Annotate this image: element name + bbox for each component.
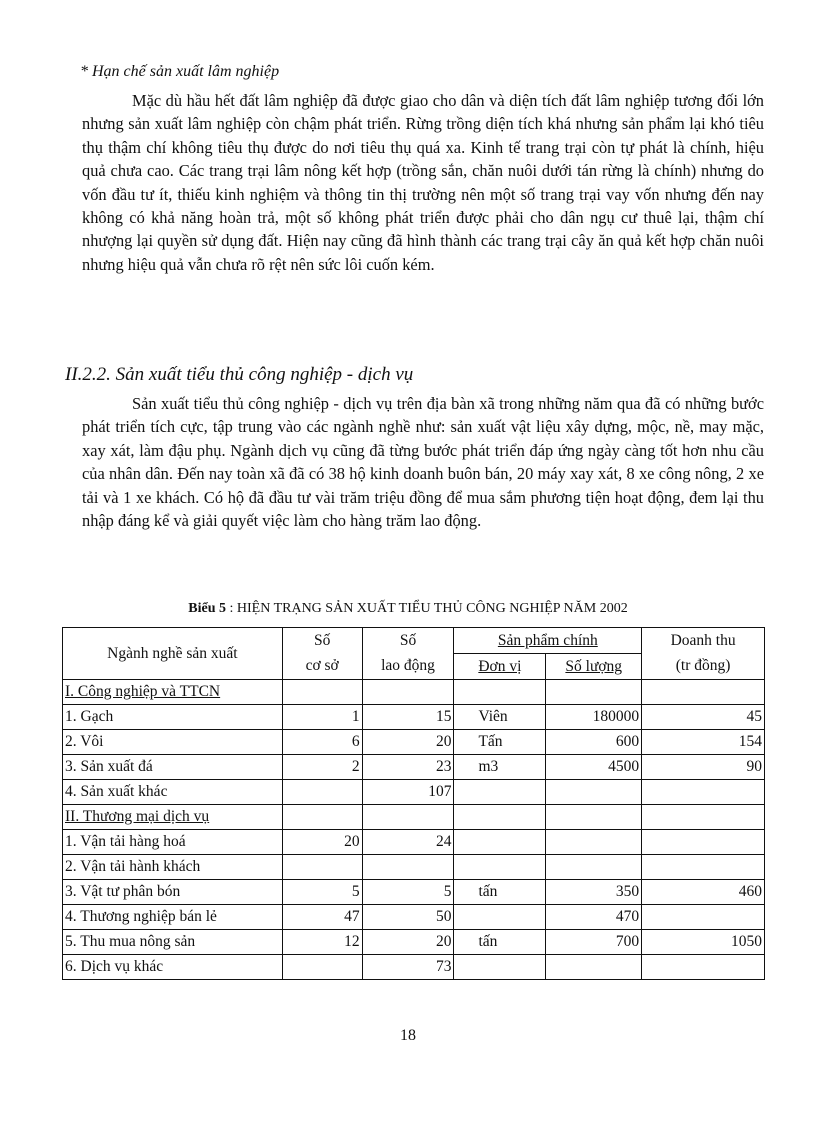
table-row [63,705,765,730]
cell-unit [454,780,546,805]
cell-workers [362,680,454,705]
cell-unit [454,805,546,830]
row-name: 2. Vôi [63,730,283,755]
cell-revenue: 460 [642,880,765,905]
row-name: 3. Sản xuất đá [63,755,283,780]
paragraph-forestry-text: Mặc dù hầu hết đất lâm nghiệp đã được giao cho dân và diện tích đất lâm nghiệp tương đối lớn nhưng sản xuất lâm nghiệp còn chậm phát triển. Rừng trồng diện tích khá nhưng sản phẩm lại khó tiêu thụ thậm chí không tiêu thụ được do nơi tiêu thụ quá xa. Kinh tế trang trại còn tự phát là chính, hiệu quả chưa cao. Các trang trại lâm nông kết hợp (trồng sắn, chăn nuôi dưới tán rừng là chính) nhưng do vốn đầu tư ít, thiếu kinh nghiệm và thông tin thị trường nên một số trang trại vay vốn nhưng đến nay không có khả năng hoàn trả, một số không phát triển được phải cho dân ngụ cư thuê lại, thậm chí nhượng lại quyền sử dụng đất. Hiện nay cũng đã hình thành các trang trại cây ăn quả kết hợp chăn nuôi nhưng hiệu quả vẫn chưa rõ rệt nên sức lôi cuốn kém. [82,91,764,274]
cell-facilities: 1 [282,705,362,730]
table-caption-title: : HIỆN TRẠNG SẢN XUẤT TIỂU THỦ CÔNG NGHIỆP NĂM 2002 [226,601,628,616]
cell-workers: 15 [362,705,454,730]
cell-facilities [282,780,362,805]
cell-facilities: 2 [282,755,362,780]
cell-quantity [546,680,642,705]
cell-unit: Tấn [454,730,546,755]
cell-revenue: 1050 [642,930,765,955]
cell-quantity: 180000 [546,705,642,730]
cell-unit [454,955,546,980]
cell-facilities [282,680,362,705]
row-name: 4. Thương nghiệp bán lẻ [63,905,283,930]
cell-workers: 73 [362,955,454,980]
row-name: I. Công nghiệp và TTCN [63,680,283,705]
header-main-product: Sản phẩm chính [454,628,642,654]
cell-workers: 20 [362,730,454,755]
cell-facilities [282,955,362,980]
cell-quantity [546,780,642,805]
cell-quantity: 4500 [546,755,642,780]
header-sector: Ngành nghề sản xuất [63,628,283,680]
cell-unit [454,830,546,855]
header-unit: Đơn vị [454,654,546,680]
row-name: 1. Gạch [63,705,283,730]
cell-quantity [546,955,642,980]
cell-quantity: 600 [546,730,642,755]
cell-workers [362,855,454,880]
cell-unit: tấn [454,880,546,905]
cell-quantity: 350 [546,880,642,905]
table-row [63,730,765,755]
table-header [63,628,765,680]
table-row [63,755,765,780]
cell-quantity: 700 [546,930,642,955]
paragraph-forestry [82,89,764,276]
table-row [63,805,765,830]
cell-unit [454,680,546,705]
table-row [63,830,765,855]
cell-revenue [642,830,765,855]
cell-revenue [642,680,765,705]
table-row [63,955,765,980]
cell-quantity: 470 [546,905,642,930]
header-facilities-top: Số [282,628,362,654]
table-row [63,680,765,705]
cell-revenue [642,905,765,930]
page-number: 18 [400,1027,416,1044]
cell-unit: m3 [454,755,546,780]
table-body [63,680,765,980]
cell-facilities: 12 [282,930,362,955]
table-row [63,880,765,905]
header-workers-bottom: lao động [362,654,454,680]
header-revenue-bottom: (tr đồng) [642,654,765,680]
table-row [63,930,765,955]
cell-facilities: 47 [282,905,362,930]
cell-revenue [642,855,765,880]
row-name: 6. Dịch vụ khác [63,955,283,980]
row-name: 5. Thu mua nông sản [63,930,283,955]
paragraph-handicraft [82,392,764,532]
row-name: 3. Vật tư phân bón [63,880,283,905]
cell-unit [454,855,546,880]
header-quantity: Số lượng [546,654,642,680]
table-caption-label: Biểu 5 [188,601,226,616]
cell-workers: 107 [362,780,454,805]
cell-workers: 50 [362,905,454,930]
row-name: 2. Vận tải hành khách [63,855,283,880]
table-row [63,855,765,880]
cell-revenue [642,955,765,980]
cell-workers: 24 [362,830,454,855]
cell-facilities [282,805,362,830]
cell-facilities: 5 [282,880,362,905]
cell-unit: Viên [454,705,546,730]
production-table [62,627,765,980]
cell-facilities: 20 [282,830,362,855]
cell-quantity [546,855,642,880]
cell-facilities: 6 [282,730,362,755]
cell-unit [454,905,546,930]
header-workers-top: Số [362,628,454,654]
cell-revenue: 154 [642,730,765,755]
row-name: 4. Sản xuất khác [63,780,283,805]
cell-unit: tấn [454,930,546,955]
section-heading: II.2.2. Sản xuất tiểu thủ công nghiệp - dịch vụ [65,364,414,385]
cell-workers [362,805,454,830]
table-row [63,905,765,930]
header-revenue-top: Doanh thu [642,628,765,654]
cell-revenue [642,780,765,805]
row-name: II. Thương mại dịch vụ [63,805,283,830]
header-facilities-bottom: cơ sở [282,654,362,680]
cell-workers: 23 [362,755,454,780]
cell-revenue: 90 [642,755,765,780]
cell-quantity [546,830,642,855]
cell-facilities [282,855,362,880]
cell-quantity [546,805,642,830]
paragraph-handicraft-text: Sản xuất tiểu thủ công nghiệp - dịch vụ trên địa bàn xã trong những năm qua đã có những bước phát triển tích cực, tập trung vào các ngành nghề như: sản xuất vật liệu xây dựng, mộc, nề, may mặc, xay xát, làm đậu phụ. Ngành dịch vụ cũng đã từng bước phát triển đáp ứng ngày càng tốt hơn nhu cầu của nhân dân. Đến nay toàn xã đã có 38 hộ kinh doanh buôn bán, 20 máy xay xát, 8 xe công nông, 2 xe tải và 1 xe khách. Có hộ đã đầu tư vài trăm triệu đồng để mua sắm phương tiện hoạt động, đem lại thu nhập đáng kể và giải quyết việc làm cho hàng trăm lao động. [82,394,764,531]
cell-workers: 20 [362,930,454,955]
table-row [63,780,765,805]
sub-heading: * Hạn chế sản xuất lâm nghiệp [80,63,280,80]
table-caption [0,601,816,617]
row-name: 1. Vận tải hàng hoá [63,830,283,855]
cell-workers: 5 [362,880,454,905]
cell-revenue [642,805,765,830]
cell-revenue: 45 [642,705,765,730]
